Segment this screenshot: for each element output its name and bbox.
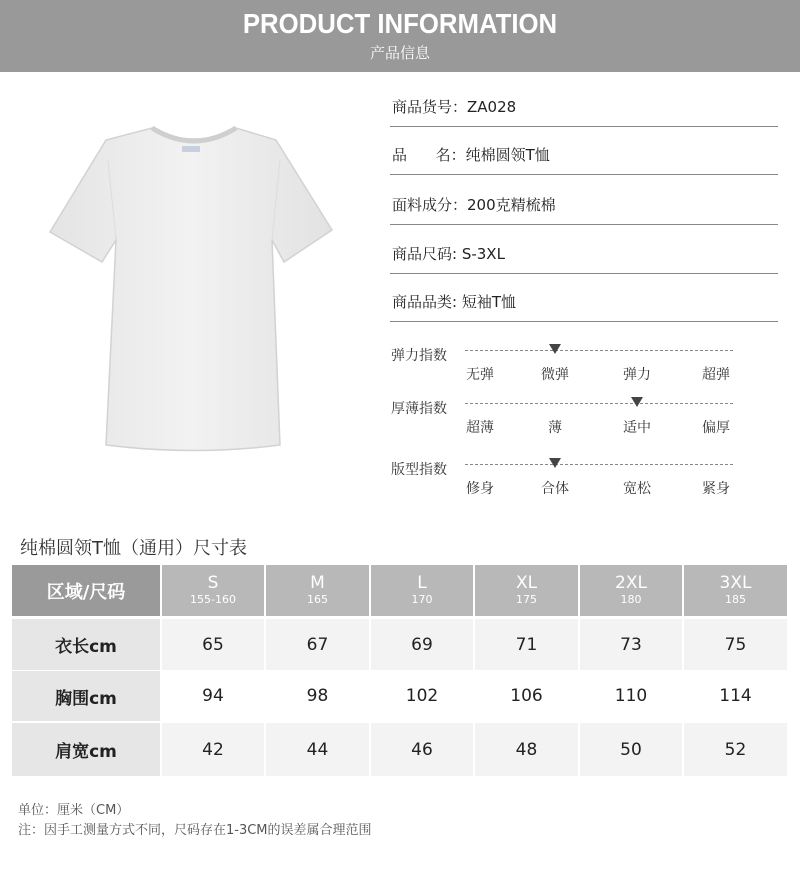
measurement-cell: 102 — [371, 671, 473, 721]
measurement-cell: 42 — [162, 723, 264, 776]
index-option: 宽松 — [623, 481, 651, 497]
size-label: L — [417, 573, 427, 593]
measure-note: 注：因手工测量方式不同，尺码存在1-3CM的误差属合理范围 — [18, 823, 372, 838]
product-image — [44, 120, 344, 460]
measurement-cell: 75 — [684, 619, 787, 670]
index-scale-line — [465, 464, 733, 465]
measurement-cell: 44 — [266, 723, 369, 776]
size-label: XL — [515, 573, 538, 593]
index-option: 薄 — [548, 420, 562, 436]
size-label: 2XL — [615, 573, 647, 593]
measurement-cell: 73 — [580, 619, 682, 670]
index-option: 超弹 — [702, 367, 730, 383]
measurement-cell: 98 — [266, 671, 369, 721]
index-scale-line — [465, 350, 733, 351]
index-option: 超薄 — [466, 420, 494, 436]
info-row-item-no — [390, 79, 778, 127]
measurement-cell: 71 — [475, 619, 578, 670]
info-row-sizes — [390, 226, 778, 274]
size-column-header — [371, 565, 473, 616]
banner-title: PRODUCT INFORMATION — [242, 8, 558, 39]
index-marker-icon — [631, 397, 643, 407]
index-option: 偏厚 — [702, 420, 730, 436]
white-tshirt-icon — [44, 120, 344, 460]
measurement-cell: 69 — [371, 619, 473, 670]
index-option: 紧身 — [702, 481, 730, 497]
index-option: 合体 — [541, 481, 569, 497]
banner-subtitle: 产品信息 — [369, 44, 430, 62]
measurement-cell: 67 — [266, 619, 369, 670]
size-label: S — [207, 573, 219, 593]
row-label: 胸围cm — [12, 671, 160, 721]
info-text: 商品货号：ZA028 — [392, 98, 517, 116]
info-text: 商品品类: 短袖T恤 — [392, 293, 516, 311]
unit-note: 单位：厘米（CM） — [18, 803, 130, 818]
size-column-header — [684, 565, 787, 616]
measurement-cell: 48 — [475, 723, 578, 776]
index-scale-line — [465, 403, 733, 404]
info-text: 品 名：纯棉圆领T恤 — [392, 146, 550, 164]
size-table-title: 纯棉圆领T恤（通用）尺寸表 — [20, 538, 247, 559]
height-range: 180 — [620, 593, 642, 606]
index-option: 弹力 — [623, 367, 651, 383]
size-label: M — [310, 573, 325, 593]
row-label: 衣长cm — [12, 619, 160, 670]
row-label: 肩宽cm — [12, 723, 160, 776]
measurement-cell: 65 — [162, 619, 264, 670]
measurement-cell: 52 — [684, 723, 787, 776]
index-marker-icon — [549, 344, 561, 354]
size-table-corner: 区域/尺码 — [12, 565, 160, 616]
measurement-cell: 114 — [684, 671, 787, 721]
info-text: 面料成分：200克精梳棉 — [392, 196, 556, 214]
size-column-header — [266, 565, 369, 616]
header-banner — [0, 0, 800, 72]
size-label: 3XL — [719, 573, 752, 593]
measurement-cell: 110 — [580, 671, 682, 721]
measurement-cell: 106 — [475, 671, 578, 721]
size-column-header — [580, 565, 682, 616]
index-label: 弹力指数 — [391, 348, 447, 364]
measurement-cell: 94 — [162, 671, 264, 721]
info-row-product-name — [390, 127, 778, 175]
index-option: 修身 — [466, 481, 494, 497]
size-column-header — [162, 565, 264, 616]
info-row-category — [390, 274, 778, 322]
info-text: 商品尺码: S-3XL — [392, 245, 505, 263]
index-option: 无弹 — [466, 367, 494, 383]
measurement-cell: 50 — [580, 723, 682, 776]
index-label: 版型指数 — [391, 462, 447, 478]
index-label: 厚薄指数 — [391, 401, 447, 417]
height-range: 165 — [307, 593, 328, 606]
index-option: 适中 — [623, 420, 651, 436]
height-range: 175 — [516, 593, 537, 606]
size-column-header — [475, 565, 578, 616]
height-range: 185 — [725, 593, 746, 606]
height-range: 170 — [411, 593, 433, 606]
height-range: 155-160 — [190, 593, 236, 606]
info-row-fabric — [390, 177, 778, 225]
measurement-cell: 46 — [371, 723, 473, 776]
index-marker-icon — [549, 458, 561, 468]
index-option: 微弹 — [541, 367, 569, 383]
